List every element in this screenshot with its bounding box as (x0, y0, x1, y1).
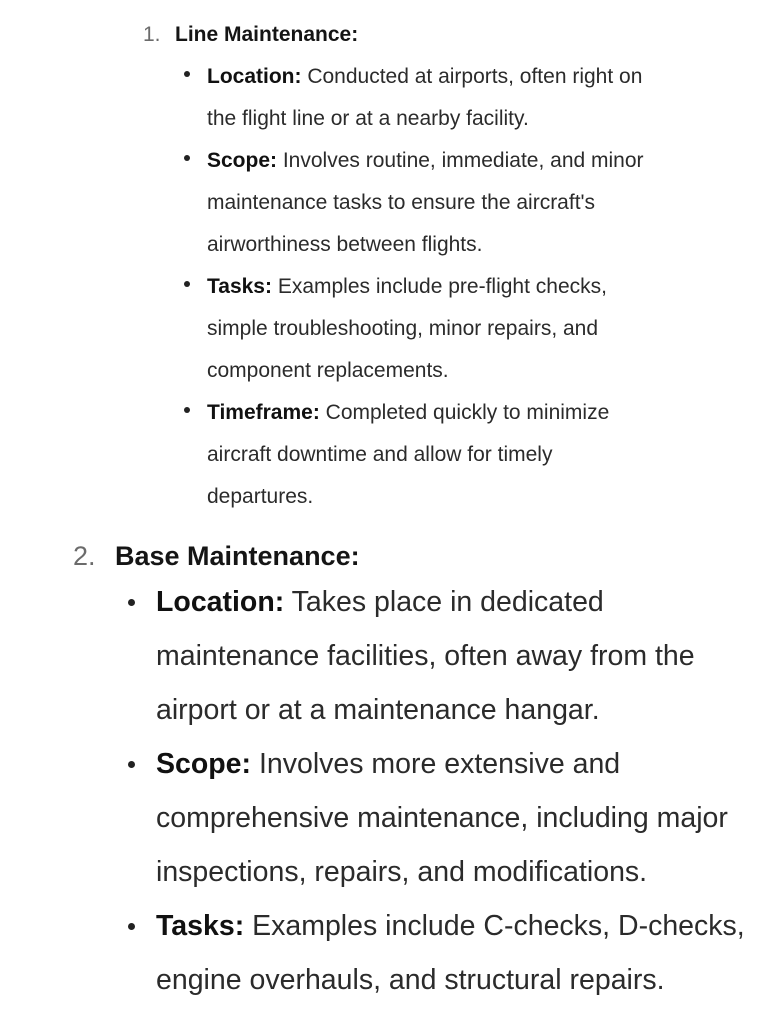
bullet-label: Scope: (207, 149, 278, 172)
bullet-label: Tasks: (207, 275, 272, 298)
line-maintenance-title: Line Maintenance: (175, 23, 359, 46)
line-maintenance-heading (143, 20, 358, 50)
bullet-timeframe (184, 392, 654, 518)
bullet-label: Location: (156, 586, 285, 618)
bullet-text: Takes place in dedicated maintenance facilities, often away from the airport or at a maintenance hangar. (156, 586, 695, 726)
list-number: 2. (73, 541, 96, 571)
bullet-icon (128, 599, 135, 606)
bullet-icon (128, 761, 135, 768)
bullet-icon (184, 281, 190, 287)
bullet-label: Scope: (156, 748, 252, 780)
bullet-text: Involves more extensive and comprehensive maintenance, including major inspections, repairs, and modifications. (156, 748, 728, 888)
base-maintenance-heading (73, 537, 360, 575)
bullet-text: Conducted at airports, often right on the flight line or at a nearby facility. (207, 65, 643, 130)
list-number: 1. (143, 23, 161, 46)
bullet-scope (184, 140, 654, 266)
bullet-icon (184, 71, 190, 77)
bullet-label: Tasks: (156, 910, 245, 942)
bullet-location (128, 575, 748, 737)
bullet-text: Examples include C-checks, D-checks, engine overhauls, and structural repairs. (156, 910, 745, 996)
bullet-label: Timeframe: (207, 401, 320, 424)
bullet-icon (128, 923, 135, 930)
base-maintenance-title: Base Maintenance: (115, 541, 360, 571)
bullet-tasks (184, 266, 654, 392)
bullet-location (184, 56, 654, 140)
bullet-scope (128, 737, 748, 899)
bullet-icon (184, 407, 190, 413)
bullet-tasks (128, 899, 748, 1007)
base-maintenance-bullets (128, 575, 748, 1007)
bullet-icon (184, 155, 190, 161)
bullet-text: Completed quickly to minimize aircraft downtime and allow for timely departures. (207, 401, 610, 508)
bullet-label: Location: (207, 65, 302, 88)
line-maintenance-bullets (184, 56, 654, 518)
bullet-text: Involves routine, immediate, and minor maintenance tasks to ensure the aircraft's airworthiness between flights. (207, 149, 644, 256)
base-maintenance-section (0, 528, 768, 1024)
bullet-text: Examples include pre-flight checks, simple troubleshooting, minor repairs, and component replacements. (207, 275, 607, 382)
